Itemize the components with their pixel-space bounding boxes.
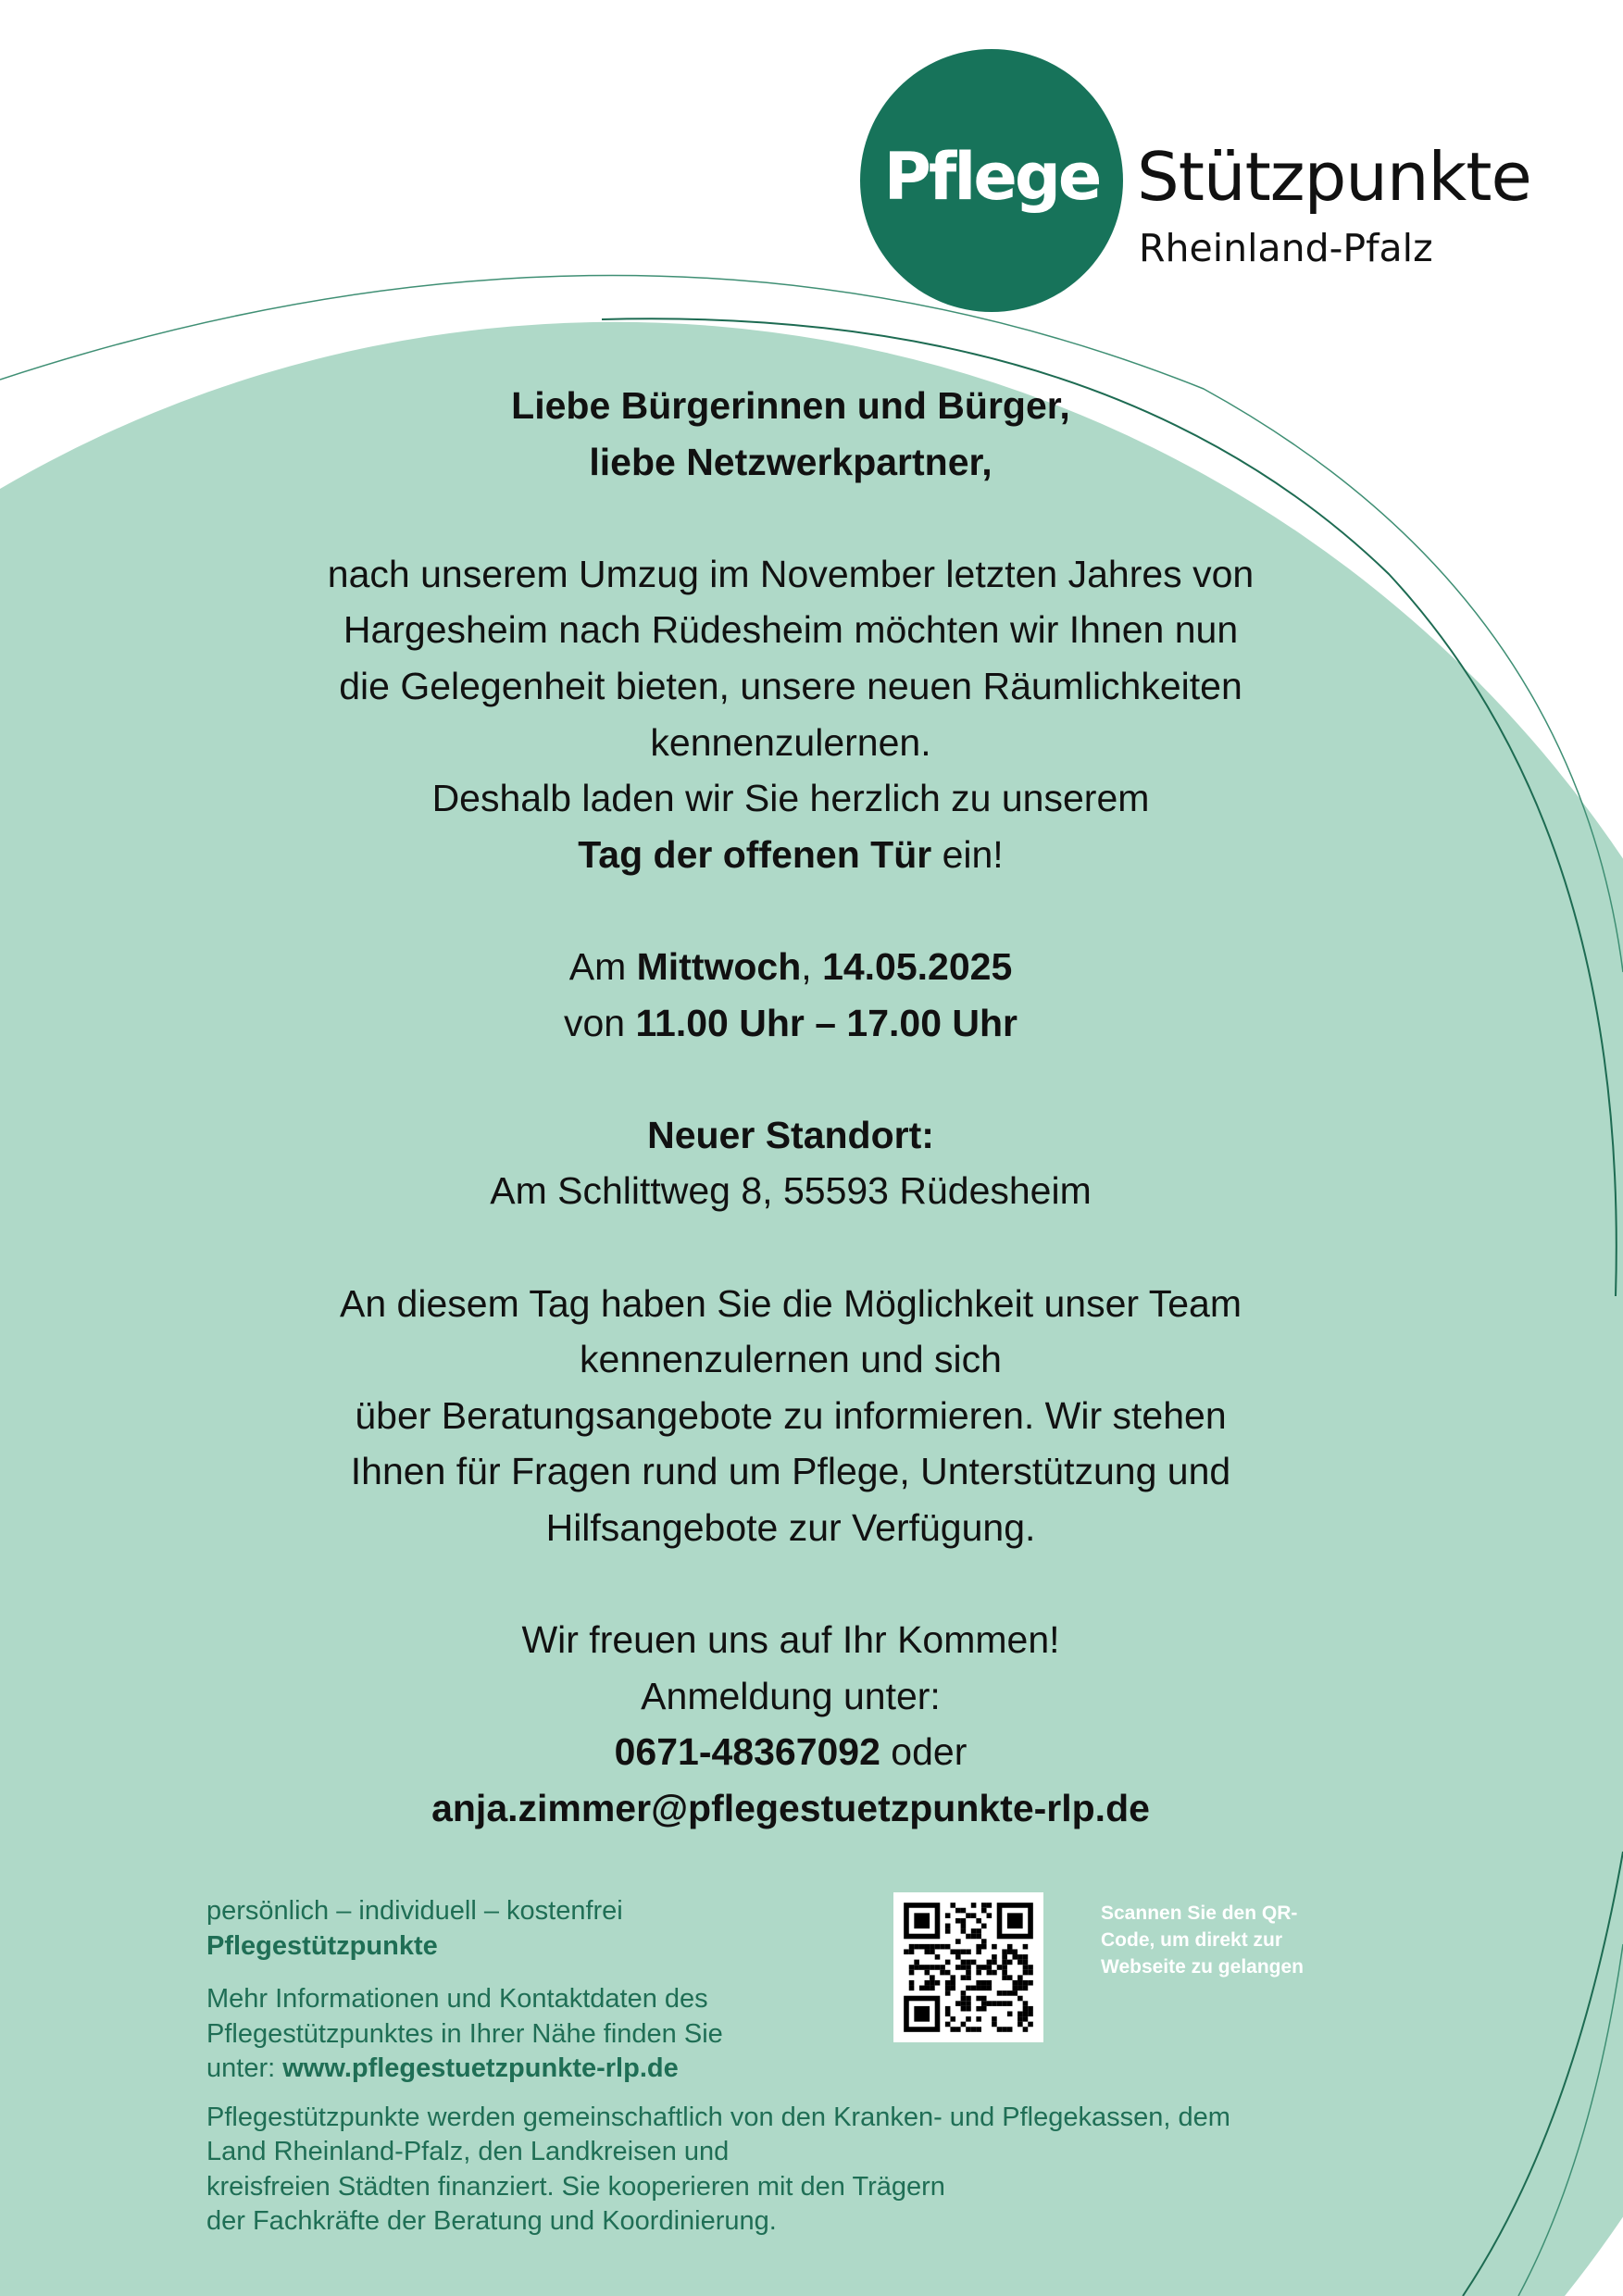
footer [206,1894,1230,2240]
qr-module [1012,1980,1017,1986]
text-line [235,1276,1346,1332]
qr-module [945,1944,951,1950]
qr-module [992,2016,997,2022]
qr-module [945,2011,951,2016]
qr-module [1002,1965,1007,1970]
qr-module [966,2016,971,2022]
qr-module [950,1949,955,1954]
qr-module [981,1944,987,1950]
qr-finder [914,2006,930,2022]
qr-module [966,1986,971,1991]
qr-module [1017,1960,1023,1965]
qr-module [1002,1990,1007,1996]
qr-module [1002,1960,1007,1965]
qr-module [955,2027,961,2032]
text-line [235,1724,1346,1780]
qr-module [992,1954,997,1960]
qr-module [1007,1960,1013,1965]
blank-line [235,1219,1346,1276]
qr-module [987,1980,993,1986]
qr-module [1007,1990,1013,1996]
text-line [235,1107,1346,1164]
qr-module [961,1924,967,1929]
qr-module [1028,1980,1033,1986]
qr-module [966,1934,971,1940]
text-line [235,658,1346,715]
qr-module [935,1944,941,1950]
qr-module [914,1960,919,1965]
text-segment: Am Schlittweg 8, 55593 Rüdesheim [490,1169,1092,1213]
qr-module [930,1944,935,1950]
emphasized-text: 11.00 Uhr – 17.00 Uhr [635,1001,1018,1044]
qr-module [976,2006,981,2012]
emphasized-text: 0671-48367092 [614,1730,880,1774]
text-segment: , [801,944,823,988]
qr-module [997,1990,1003,1996]
qr-module [919,1944,925,1950]
qr-module [961,1975,967,1980]
text-segment: An diesem Tag haben Sie die Möglichkeit unser Team [340,1281,1242,1325]
qr-module [930,1965,935,1970]
qr-module [925,1980,930,1986]
qr-module [976,2027,981,2032]
text-segment: Deshalb laden wir Sie herzlich zu unserem [431,777,1150,820]
qr-module [981,1939,987,1944]
qr-module [1007,2011,1013,2016]
qr-module [971,1934,977,1940]
footer-funding-line: Pflegestützpunkte werden gemeinschaftlich von den Kranken- und Pflegekassen, dem [206,2102,1230,2132]
qr-caption-line: Scannen Sie den QR- [1101,1903,1298,1924]
qr-module [981,1980,987,1986]
emphasized-text: Liebe Bürgerinnen und Bürger, [511,384,1070,427]
qr-caption [1101,1900,1342,1980]
qr-module [935,1965,941,1970]
footer-tagline: persönlich – individuell – kostenfrei [206,1896,623,1926]
qr-module [1028,1970,1033,1976]
qr-module [950,1980,955,1986]
qr-module [925,1970,930,1976]
qr-module [945,1928,951,1934]
qr-module [1023,1965,1029,1970]
text-line [235,1443,1346,1500]
qr-module [1023,1954,1029,1960]
blank-line [235,882,1346,939]
qr-module [971,1986,977,1991]
qr-module [1017,2022,1023,2028]
qr-module [976,1970,981,1976]
text-line [235,1331,1346,1388]
qr-module [1028,2006,1033,2012]
text-line [235,1500,1346,1556]
text-line [235,434,1346,491]
qr-module [976,1980,981,1986]
qr-module [955,1939,961,1944]
qr-module [1023,1960,1029,1965]
text-line [235,995,1346,1052]
qr-module [981,1986,987,1991]
qr-module [909,1986,915,1991]
text-line [235,1163,1346,1219]
text-segment: Am [568,944,637,988]
text-segment: nach unserem Umzug im November letzten Jahres von [327,552,1255,595]
qr-module [1012,1954,1017,1960]
qr-module [935,1980,941,1986]
qr-module [930,1949,935,1954]
qr-module [955,2001,961,2006]
qr-module [909,1949,915,1954]
website-link[interactable]: www.pflegestuetzpunkte-rlp.de [282,2053,679,2083]
text-line [235,1388,1346,1444]
qr-module [981,2006,987,2012]
qr-module [945,2022,951,2028]
qr-module [945,1990,951,1996]
qr-module [992,2001,997,2006]
qr-module [987,2001,993,2006]
qr-module [976,1986,981,1991]
qr-module [955,1908,961,1914]
qr-module [971,2027,977,2032]
qr-module [976,1918,981,1924]
footer-info-prefix: unter: [206,2053,283,2083]
qr-module [945,1924,951,1929]
qr-module [1023,1980,1029,1986]
qr-module [971,1903,977,1908]
qr-module [1017,1975,1023,1980]
emphasized-text: anja.zimmer@pflegestuetzpunkte-rlp.de [431,1786,1150,1829]
qr-module [919,1965,925,1970]
qr-module [909,1980,915,1986]
qr-module [1017,1954,1023,1960]
qr-module [976,1949,981,1954]
text-segment: Anmeldung unter: [641,1674,941,1717]
text-segment: kennenzulernen. [650,720,931,764]
qr-module [930,1980,935,1986]
qr-module [935,1954,941,1960]
text-line [235,378,1346,434]
qr-module [997,2027,1003,2032]
qr-module [961,1928,967,1934]
text-line [235,939,1346,995]
qr-module [955,1949,961,1954]
qr-module [904,1949,909,1954]
qr-module [981,1965,987,1970]
blank-line [235,1555,1346,1612]
qr-module [1028,2022,1033,2028]
qr-module [955,1954,961,1960]
qr-module [1017,2016,1023,2022]
qr-module [976,1965,981,1970]
blank-line [235,1051,1346,1107]
qr-module [1007,1944,1013,1950]
footer-funding-line: kreisfreien Städten finanziert. Sie kooperieren mit den Trägern [206,2171,945,2202]
qr-module [966,1996,971,2002]
qr-module [1023,1944,1029,1950]
emphasized-text: Tag der offenen Tür [578,832,932,876]
qr-module [950,1903,955,1908]
footer-funding-line: der Fachkräfte der Beratung und Koordinierung. [206,2206,777,2236]
logo-region: Rheinland-Pfalz [1139,226,1433,270]
qr-module [950,1975,955,1980]
qr-module [925,1944,930,1950]
qr-module [961,1965,967,1970]
qr-module [1017,1996,1023,2002]
text-segment: von [563,1001,636,1044]
footer-info-line: Mehr Informationen und Kontaktdaten des [206,1984,708,2014]
qr-module [976,2016,981,2022]
logo-word-pflege: Pflege [883,139,1100,215]
qr-module [966,1965,971,1970]
qr-module [961,1996,967,2002]
qr-module [966,1913,971,1918]
qr-module [966,2001,971,2006]
qr-module [976,1928,981,1934]
qr-module [976,1934,981,1940]
emphasized-text: 14.05.2025 [822,944,1013,988]
qr-module [971,1928,977,1934]
qr-module [1023,2027,1029,2032]
qr-module [961,1908,967,1914]
qr-module [976,1996,981,2002]
footer-spacer [206,1964,1230,1982]
qr-module [987,1913,993,1918]
qr-module [925,1965,930,1970]
qr-module [1017,1980,1023,1986]
qr-module [1023,2016,1029,2022]
logo-word-stuetzpunkte: Stützpunkte [1137,138,1531,216]
qr-module [1028,2011,1033,2016]
text-line [235,827,1346,883]
qr-module [961,1960,967,1965]
qr-module [1012,1949,1017,1954]
footer-brand: Pflegestützpunkte [206,1930,438,1961]
qr-module [966,1975,971,1980]
qr-module [961,1949,967,1954]
qr-module [992,2022,997,2028]
qr-module [981,1924,987,1929]
qr-module [909,1944,915,1950]
qr-caption-line: Webseite zu gelangen [1101,1956,1304,1978]
qr-finder [1007,1913,1023,1928]
qr-module [961,1990,967,1996]
qr-module [945,2006,951,2012]
qr-module [1002,1975,1007,1980]
emphasized-text: Mittwoch [636,944,802,988]
qr-module [961,2022,967,2028]
emphasized-text: liebe Netzwerkpartner, [589,440,993,483]
qr-module [945,1970,951,1976]
text-line [235,715,1346,771]
footer-info-line: Pflegestützpunktes in Ihrer Nähe finden Sie [206,2018,723,2049]
qr-module [909,1965,915,1970]
qr-module [940,1944,945,1950]
text-segment: Ihnen für Fragen rund um Pflege, Unterstützung und [350,1450,1231,1493]
qr-module [1007,2027,1013,2032]
emphasized-text: Neuer Standort: [647,1113,934,1156]
footer-info-line [206,2052,1230,2087]
qr-module [987,1965,993,1970]
footer-funding-line: Land Rheinland-Pfalz, den Landkreisen und [206,2137,730,2166]
qr-module [971,1913,977,1918]
qr-module [945,1980,951,1986]
qr-module [966,1960,971,1965]
qr-code[interactable] [893,1892,1043,2042]
qr-module [950,1986,955,1991]
qr-module [981,2001,987,2006]
qr-module [961,1918,967,1924]
qr-module [992,1944,997,1950]
text-line [235,1612,1346,1668]
qr-module [997,2001,1003,2006]
text-segment: die Gelegenheit bieten, unsere neuen Räumlichkeiten [339,664,1242,707]
text-segment: ein! [931,832,1004,876]
qr-module [1007,1949,1013,1954]
qr-module [909,1970,915,1976]
qr-module [940,1965,945,1970]
text-line [235,770,1346,827]
text-segment: Hargesheim nach Rüdesheim möchten wir Ihnen nun [343,608,1239,652]
qr-module [987,1986,993,1991]
qr-module [1023,2011,1029,2016]
qr-module [1023,2001,1029,2006]
qr-module [930,1975,935,1980]
text-segment: oder [880,1730,968,1774]
text-segment: Wir freuen uns auf Ihr Kommen! [521,1618,1060,1662]
qr-module [950,2027,955,2032]
qr-module [966,2027,971,2032]
qr-module [919,1986,925,1991]
qr-module [966,2006,971,2012]
qr-module [992,1970,997,1976]
qr-module [955,1918,961,1924]
qr-module [940,1970,945,1976]
qr-module [981,1908,987,1914]
qr-module [914,1944,919,1950]
qr-module [1023,1970,1029,1976]
text-segment: Hilfsangebote zur Verfügung. [545,1505,1036,1549]
text-line [235,546,1346,603]
qr-module [961,2006,967,2012]
qr-module [987,1960,993,1965]
qr-finder [914,1913,930,1928]
qr-module [1002,1954,1007,1960]
qr-module [1002,2001,1007,2006]
qr-module [961,2001,967,2006]
qr-module [987,1970,993,1976]
qr-caption-line: Code, um direkt zur [1101,1929,1283,1951]
qr-module [1023,1986,1029,1991]
qr-module [1012,1990,1017,1996]
qr-module [966,1949,971,1954]
qr-module [1012,1986,1017,1991]
text-segment: über Beratungsangebote zu informieren. Wir stehen [355,1393,1227,1437]
qr-module [981,1996,987,2002]
qr-module [955,1965,961,1970]
qr-module [925,1986,930,1991]
text-line [235,602,1346,658]
qr-module [1007,2001,1013,2006]
qr-module [914,1965,919,1970]
qr-module [930,1986,935,1991]
qr-module [1023,2006,1029,2012]
qr-module [1028,1965,1033,1970]
qr-module [966,1970,971,1976]
qr-module [981,1903,987,1908]
invitation-text [235,378,1346,1836]
blank-line [235,490,1346,546]
qr-module [971,1960,977,1965]
qr-module [997,1965,1003,1970]
text-line [235,1668,1346,1725]
qr-module [1002,2027,1007,2032]
qr-module [950,2016,955,2022]
qr-module [945,1960,951,1965]
qr-module [945,1913,951,1918]
qr-module [1017,2011,1023,2016]
qr-module [1002,1949,1007,1954]
qr-module [1002,1970,1007,1976]
qr-module [987,1903,993,1908]
text-segment: kennenzulernen und sich [580,1338,1002,1381]
qr-module [1007,1975,1013,1980]
footer-spacer [206,2087,1230,2101]
qr-module [945,1986,951,1991]
qr-module [1017,1986,1023,1991]
text-line [235,1780,1346,1837]
qr-module [992,1960,997,1965]
qr-module [925,1949,930,1954]
qr-module [976,1944,981,1950]
